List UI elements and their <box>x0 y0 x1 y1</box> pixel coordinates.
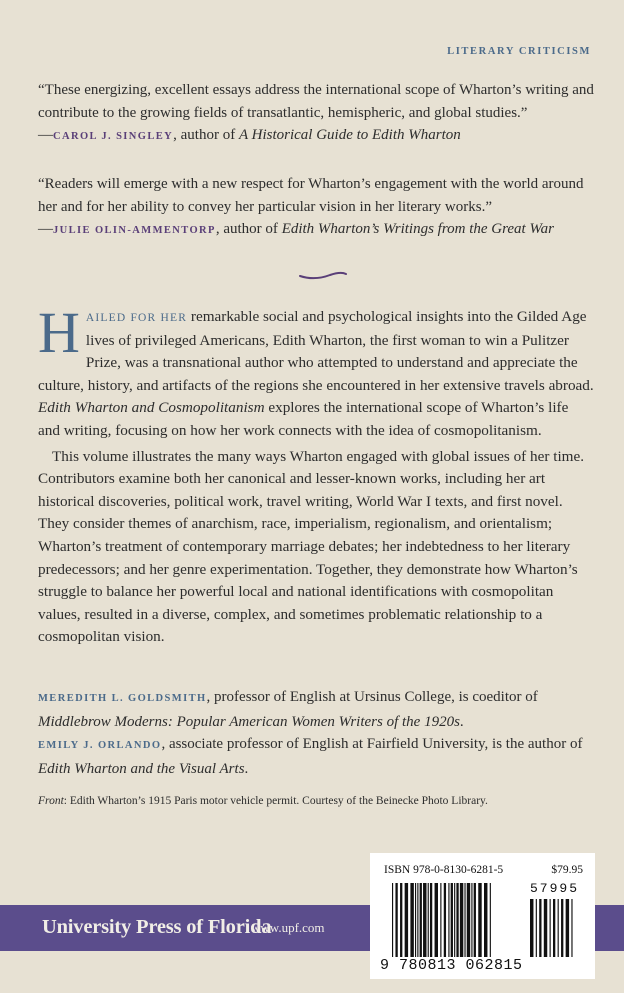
editor-work: Edith Wharton and the Visual Arts <box>38 760 245 777</box>
blurb-attribution: , author of <box>215 221 282 237</box>
book-description <box>38 300 594 649</box>
barcode-box <box>370 853 595 979</box>
barcode-addon-digits: 57995 <box>530 881 580 896</box>
blurb-work: Edith Wharton’s Writings from the Great War <box>281 221 554 237</box>
blurb-dash: — <box>38 127 53 143</box>
editor-bio-text: , professor of English at Ursinus College, is coeditor of <box>206 689 538 705</box>
editor-name: MEREDITH L. GOLDSMITH <box>38 693 207 704</box>
publisher-name: University Press of Florida <box>42 916 272 938</box>
blurb-quote-1 <box>38 79 594 149</box>
blurb-author: CAROL J. SINGLEY <box>53 131 174 142</box>
credit-text: : Edith Wharton’s 1915 Paris motor vehicle permit. Courtesy of the Beinecke Photo Library. <box>63 795 488 807</box>
editor-bio-end: . <box>459 713 464 730</box>
description-paragraph-1 <box>38 300 594 443</box>
editor-bios <box>38 686 594 780</box>
editor-bio-end: . <box>244 760 249 777</box>
publisher-url: www.upf.com <box>251 920 325 935</box>
isbn-text: ISBN 978-0-8130-6281-5 <box>384 864 504 876</box>
editor-bio-1 <box>38 686 594 733</box>
price-text: $79.95 <box>551 864 583 876</box>
blurb-dash: — <box>38 221 53 237</box>
swash-ornament <box>298 268 348 282</box>
blurb-author: JULIE OLIN-AMMENTORP <box>53 225 216 236</box>
cover-credit <box>38 793 598 809</box>
book-title: Edith Wharton and Cosmopolitanism <box>38 399 265 417</box>
editor-name: EMILY J. ORLANDO <box>38 740 162 751</box>
barcode-digits: 9 780813 062815 <box>380 957 523 974</box>
credit-label: Front <box>38 795 64 807</box>
editor-bio-2 <box>38 733 594 780</box>
description-paragraph-2: This volume illustrates the many ways Wharton engaged with global issues of her time. Contributors examine both her canonical and lesser-known works, including her art historical discoveries, political work, travel writing, World War I texts, and first novel. They consider themes of anarchism, race, imperialism, regionalism, and orientalism; Wharton’s treatment of contemporary marriage debates; her indebtedness to her literary predecessors; and her genre experimentation. Together, they demonstrate how Wharton’s struggle to balance her powerful local and national identifications with cosmopolitan values, resulted in a diverse, complex, and sometimes problematic relationship to a cosmopolitan vision. <box>38 447 585 646</box>
blurb-text: “These energizing, excellent essays address the international scope of Wharton’s writing and contribute to the growing fields of transatlantic, hemispheric, and global studies.” <box>38 82 594 121</box>
description-text: explores the international scope of Wharton’s life and writing, focusing on how her work connects with the idea of cosmopolitanism. <box>38 399 569 439</box>
lead-in: AILED FOR HER <box>85 312 188 324</box>
category-label: LITERARY CRITICISM <box>447 46 591 57</box>
blurb-attribution: , author of <box>173 127 239 143</box>
editor-work: Middlebrow Moderns: Popular American Women Writers of the 1920s <box>38 713 460 730</box>
blurb-text: “Readers will emerge with a new respect for Wharton’s engagement with the world around her and for her ability to convey her particular vision in her literary works.” <box>38 176 584 215</box>
editor-bio-text: , associate professor of English at Fairfield University, is the author of <box>161 736 583 752</box>
blurb-quote-2 <box>38 173 594 243</box>
drop-cap: H <box>38 300 80 365</box>
description-text: remarkable social and psychological insights into the Gilded Age lives of privileged Americans, Edith Wharton, the first woman to win a Pulitzer Prize, was a transnational author who attempted to understand and appreciate the culture, history, and artifacts of the regions she encountered in her extensive travels abroad. <box>38 308 594 394</box>
blurb-work: A Historical Guide to Edith Wharton <box>238 127 461 143</box>
